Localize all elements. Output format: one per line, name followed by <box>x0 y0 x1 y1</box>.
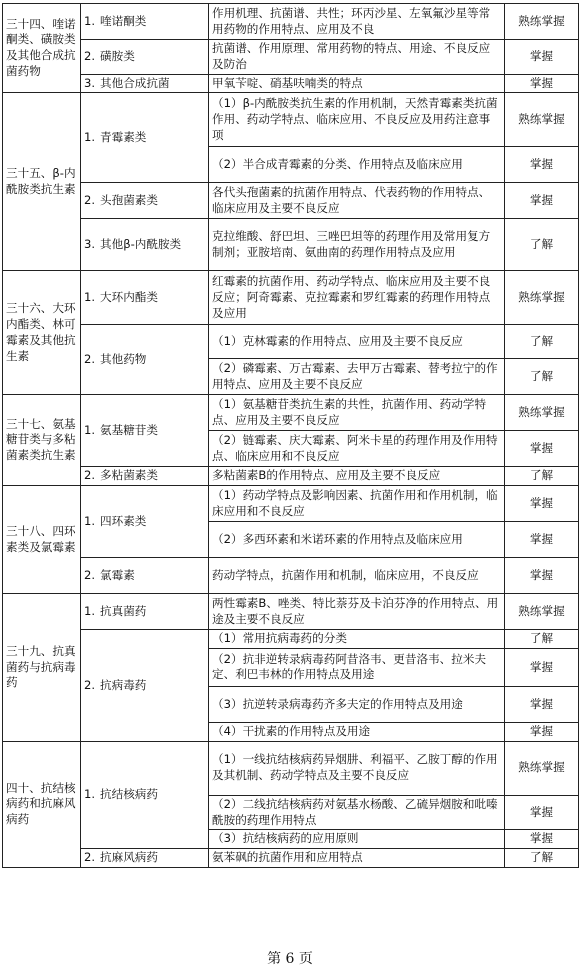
content-cell: 红霉素的抗菌作用、药动学特点、临床应用及主要不良反应；阿奇霉素、克拉霉素和罗红霉素的药理作用特点及应用 <box>209 271 505 325</box>
table-row <box>3 93 579 147</box>
unit-title: 四十、抗结核病药和抗麻风病药 <box>3 741 81 867</box>
topic-name: 喹诺酮类 <box>100 13 147 28</box>
requirement-cell: 掌握 <box>505 795 579 830</box>
requirement-cell: 掌握 <box>505 830 579 849</box>
topic-name: 其他β-内酰胺类 <box>100 236 182 251</box>
page-number: 第 6 页 <box>267 951 313 967</box>
requirement-cell: 掌握 <box>505 74 579 93</box>
topic-number: 1. <box>84 422 96 437</box>
content-cell: （1）β-内酰胺类抗生素的作用机制，天然青霉素类抗菌作用、药动学特点、临床应用、不良反应及用药注意事项 <box>209 93 505 147</box>
topic-name: 抗真菌药 <box>100 603 147 618</box>
requirement-cell: 熟练掌握 <box>505 271 579 325</box>
content-cell: 抗菌谱、作用原理、常用药物的特点、用途、不良反应及防治 <box>209 40 505 75</box>
topic-name: 多粘菌素类 <box>100 468 158 483</box>
topic-name: 抗麻风病药 <box>100 850 158 865</box>
content-cell: （1）克林霉素的作用特点、应用及主要不良反应 <box>209 325 505 359</box>
table-row <box>3 594 579 630</box>
syllabus-table <box>2 3 579 868</box>
topic-cell <box>81 395 209 467</box>
topic-cell <box>81 4 209 40</box>
content-cell: （1）常用抗病毒药的分类 <box>209 630 505 649</box>
requirement-cell: 了解 <box>505 849 579 868</box>
requirement-cell: 掌握 <box>505 648 579 686</box>
topic-number: 1. <box>84 13 96 28</box>
unit-title: 三十九、抗真菌药与抗病毒药 <box>3 594 81 742</box>
topic-name: 氨基糖苷类 <box>100 422 158 437</box>
table-row <box>3 849 579 868</box>
topic-cell <box>81 74 209 93</box>
topic-cell <box>81 183 209 219</box>
topic-number: 1. <box>84 289 96 304</box>
requirement-cell: 掌握 <box>505 486 579 522</box>
unit-title: 三十四、喹诺酮类、磺胺类及其他合成抗菌药物 <box>3 4 81 93</box>
topic-number: 2. <box>84 351 96 366</box>
table-row <box>3 4 579 40</box>
table-row <box>3 40 579 75</box>
table-row <box>3 74 579 93</box>
requirement-cell: 掌握 <box>505 147 579 183</box>
requirement-cell: 了解 <box>505 630 579 649</box>
topic-name: 氯霉素 <box>100 567 135 582</box>
table-row <box>3 325 579 359</box>
content-cell: （2）半合成青霉素的分类、作用特点及临床应用 <box>209 147 505 183</box>
topic-cell <box>81 467 209 486</box>
topic-name: 其他合成抗菌 <box>100 75 170 90</box>
topic-name: 大环内酯类 <box>100 289 158 304</box>
topic-number: 2. <box>84 192 96 207</box>
content-cell: （4）干扰素的作用特点及用途 <box>209 722 505 741</box>
topic-number: 1. <box>84 787 96 802</box>
unit-title: 三十八、四环素类及氯霉素 <box>3 486 81 594</box>
table-row <box>3 395 579 431</box>
topic-name: 抗病毒药 <box>100 677 147 692</box>
unit-title: 三十七、氨基糖苷类与多粘菌素类抗生素 <box>3 395 81 486</box>
requirement-cell: 掌握 <box>505 522 579 558</box>
table-row <box>3 630 579 649</box>
topic-cell <box>81 93 209 183</box>
content-cell: 两性霉素B、唑类、特比萘芬及卡泊芬净的作用特点、用途及主要不良反应 <box>209 594 505 630</box>
topic-number: 2. <box>84 567 96 582</box>
requirement-cell: 熟练掌握 <box>505 741 579 795</box>
content-cell: 克拉维酸、舒巴坦、三唑巴坦等的药理作用及常用复方制剂；亚胺培南、氨曲南的药理作用特点及应用 <box>209 219 505 271</box>
requirement-cell: 掌握 <box>505 183 579 219</box>
content-cell: 甲氧苄啶、硝基呋喃类的特点 <box>209 74 505 93</box>
requirement-cell: 掌握 <box>505 686 579 722</box>
topic-name: 抗结核病药 <box>100 787 158 802</box>
topic-name: 磺胺类 <box>100 48 135 63</box>
topic-number: 1. <box>84 513 96 528</box>
topic-cell <box>81 594 209 630</box>
requirement-cell: 了解 <box>505 325 579 359</box>
unit-title: 三十六、大环内酯类、林可霉素及其他抗生素 <box>3 271 81 395</box>
table-row <box>3 219 579 271</box>
requirement-cell: 熟练掌握 <box>505 4 579 40</box>
topic-cell <box>81 219 209 271</box>
content-cell: （3）抗逆转录病毒药齐多夫定的作用特点及用途 <box>209 686 505 722</box>
content-cell: （2）多西环素和米诺环素的作用特点及临床应用 <box>209 522 505 558</box>
topic-number: 1. <box>84 603 96 618</box>
requirement-cell: 熟练掌握 <box>505 395 579 431</box>
topic-cell <box>81 630 209 742</box>
topic-name: 四环素类 <box>100 513 147 528</box>
topic-cell <box>81 271 209 325</box>
topic-cell <box>81 741 209 848</box>
content-cell: 多粘菌素B的作用特点、应用及主要不良反应 <box>209 467 505 486</box>
requirement-cell: 掌握 <box>505 558 579 594</box>
content-cell: （3）抗结核病药的应用原则 <box>209 830 505 849</box>
content-cell: 药动学特点，抗菌作用和机制，临床应用，不良反应 <box>209 558 505 594</box>
table-row <box>3 486 579 522</box>
content-cell: （1）一线抗结核病药异烟肼、利福平、乙胺丁醇的作用及其机制、药动学特点及主要不良反应 <box>209 741 505 795</box>
syllabus-table-body <box>3 4 579 868</box>
topic-number: 3. <box>84 236 96 251</box>
content-cell: 作用机理、抗菌谱、共性；环丙沙星、左氧氟沙星等常用药物的作用特点、应用及不良 <box>209 4 505 40</box>
table-row <box>3 183 579 219</box>
table-row <box>3 467 579 486</box>
content-cell: （2）二线抗结核病药对氨基水杨酸、乙硫异烟胺和吡嗪酰胺的药理作用特点 <box>209 795 505 830</box>
topic-cell <box>81 486 209 558</box>
requirement-cell: 掌握 <box>505 40 579 75</box>
requirement-cell: 掌握 <box>505 431 579 467</box>
unit-title: 三十五、β-内酰胺类抗生素 <box>3 93 81 271</box>
topic-number: 3. <box>84 75 96 90</box>
content-cell: （2）链霉素、庆大霉素、阿米卡星的药理作用及作用特点、临床应用和不良反应 <box>209 431 505 467</box>
topic-name: 头孢菌素类 <box>100 192 158 207</box>
table-row <box>3 271 579 325</box>
topic-number: 1. <box>84 129 96 144</box>
topic-number: 2. <box>84 677 96 692</box>
requirement-cell: 熟练掌握 <box>505 93 579 147</box>
requirement-cell: 了解 <box>505 219 579 271</box>
topic-cell <box>81 558 209 594</box>
topic-number: 2. <box>84 850 96 865</box>
topic-number: 2. <box>84 468 96 483</box>
requirement-cell: 掌握 <box>505 722 579 741</box>
table-row <box>3 741 579 795</box>
content-cell: （1）氨基糖苷类抗生素的共性，抗菌作用、药动学特点、应用及主要不良反应 <box>209 395 505 431</box>
topic-cell <box>81 40 209 75</box>
content-cell: （2）磷霉素、万古霉素、去甲万古霉素、替考拉宁的作用特点、应用及主要不良反应 <box>209 359 505 395</box>
topic-cell <box>81 849 209 868</box>
requirement-cell: 了解 <box>505 359 579 395</box>
content-cell: （2）抗非逆转录病毒药阿昔洛韦、更昔洛韦、拉米夫定、利巴韦林的作用特点及用途 <box>209 648 505 686</box>
requirement-cell: 了解 <box>505 467 579 486</box>
topic-cell <box>81 325 209 395</box>
topic-number: 2. <box>84 48 96 63</box>
content-cell: 氨苯砜的抗菌作用和应用特点 <box>209 849 505 868</box>
content-cell: （1）药动学特点及影响因素、抗菌作用和作用机制，临床应用和不良反应 <box>209 486 505 522</box>
table-row <box>3 558 579 594</box>
topic-name: 青霉素类 <box>100 129 147 144</box>
content-cell: 各代头孢菌素的抗菌作用特点、代表药物的作用特点、临床应用及主要不良反应 <box>209 183 505 219</box>
requirement-cell: 熟练掌握 <box>505 594 579 630</box>
topic-name: 其他药物 <box>100 351 147 366</box>
